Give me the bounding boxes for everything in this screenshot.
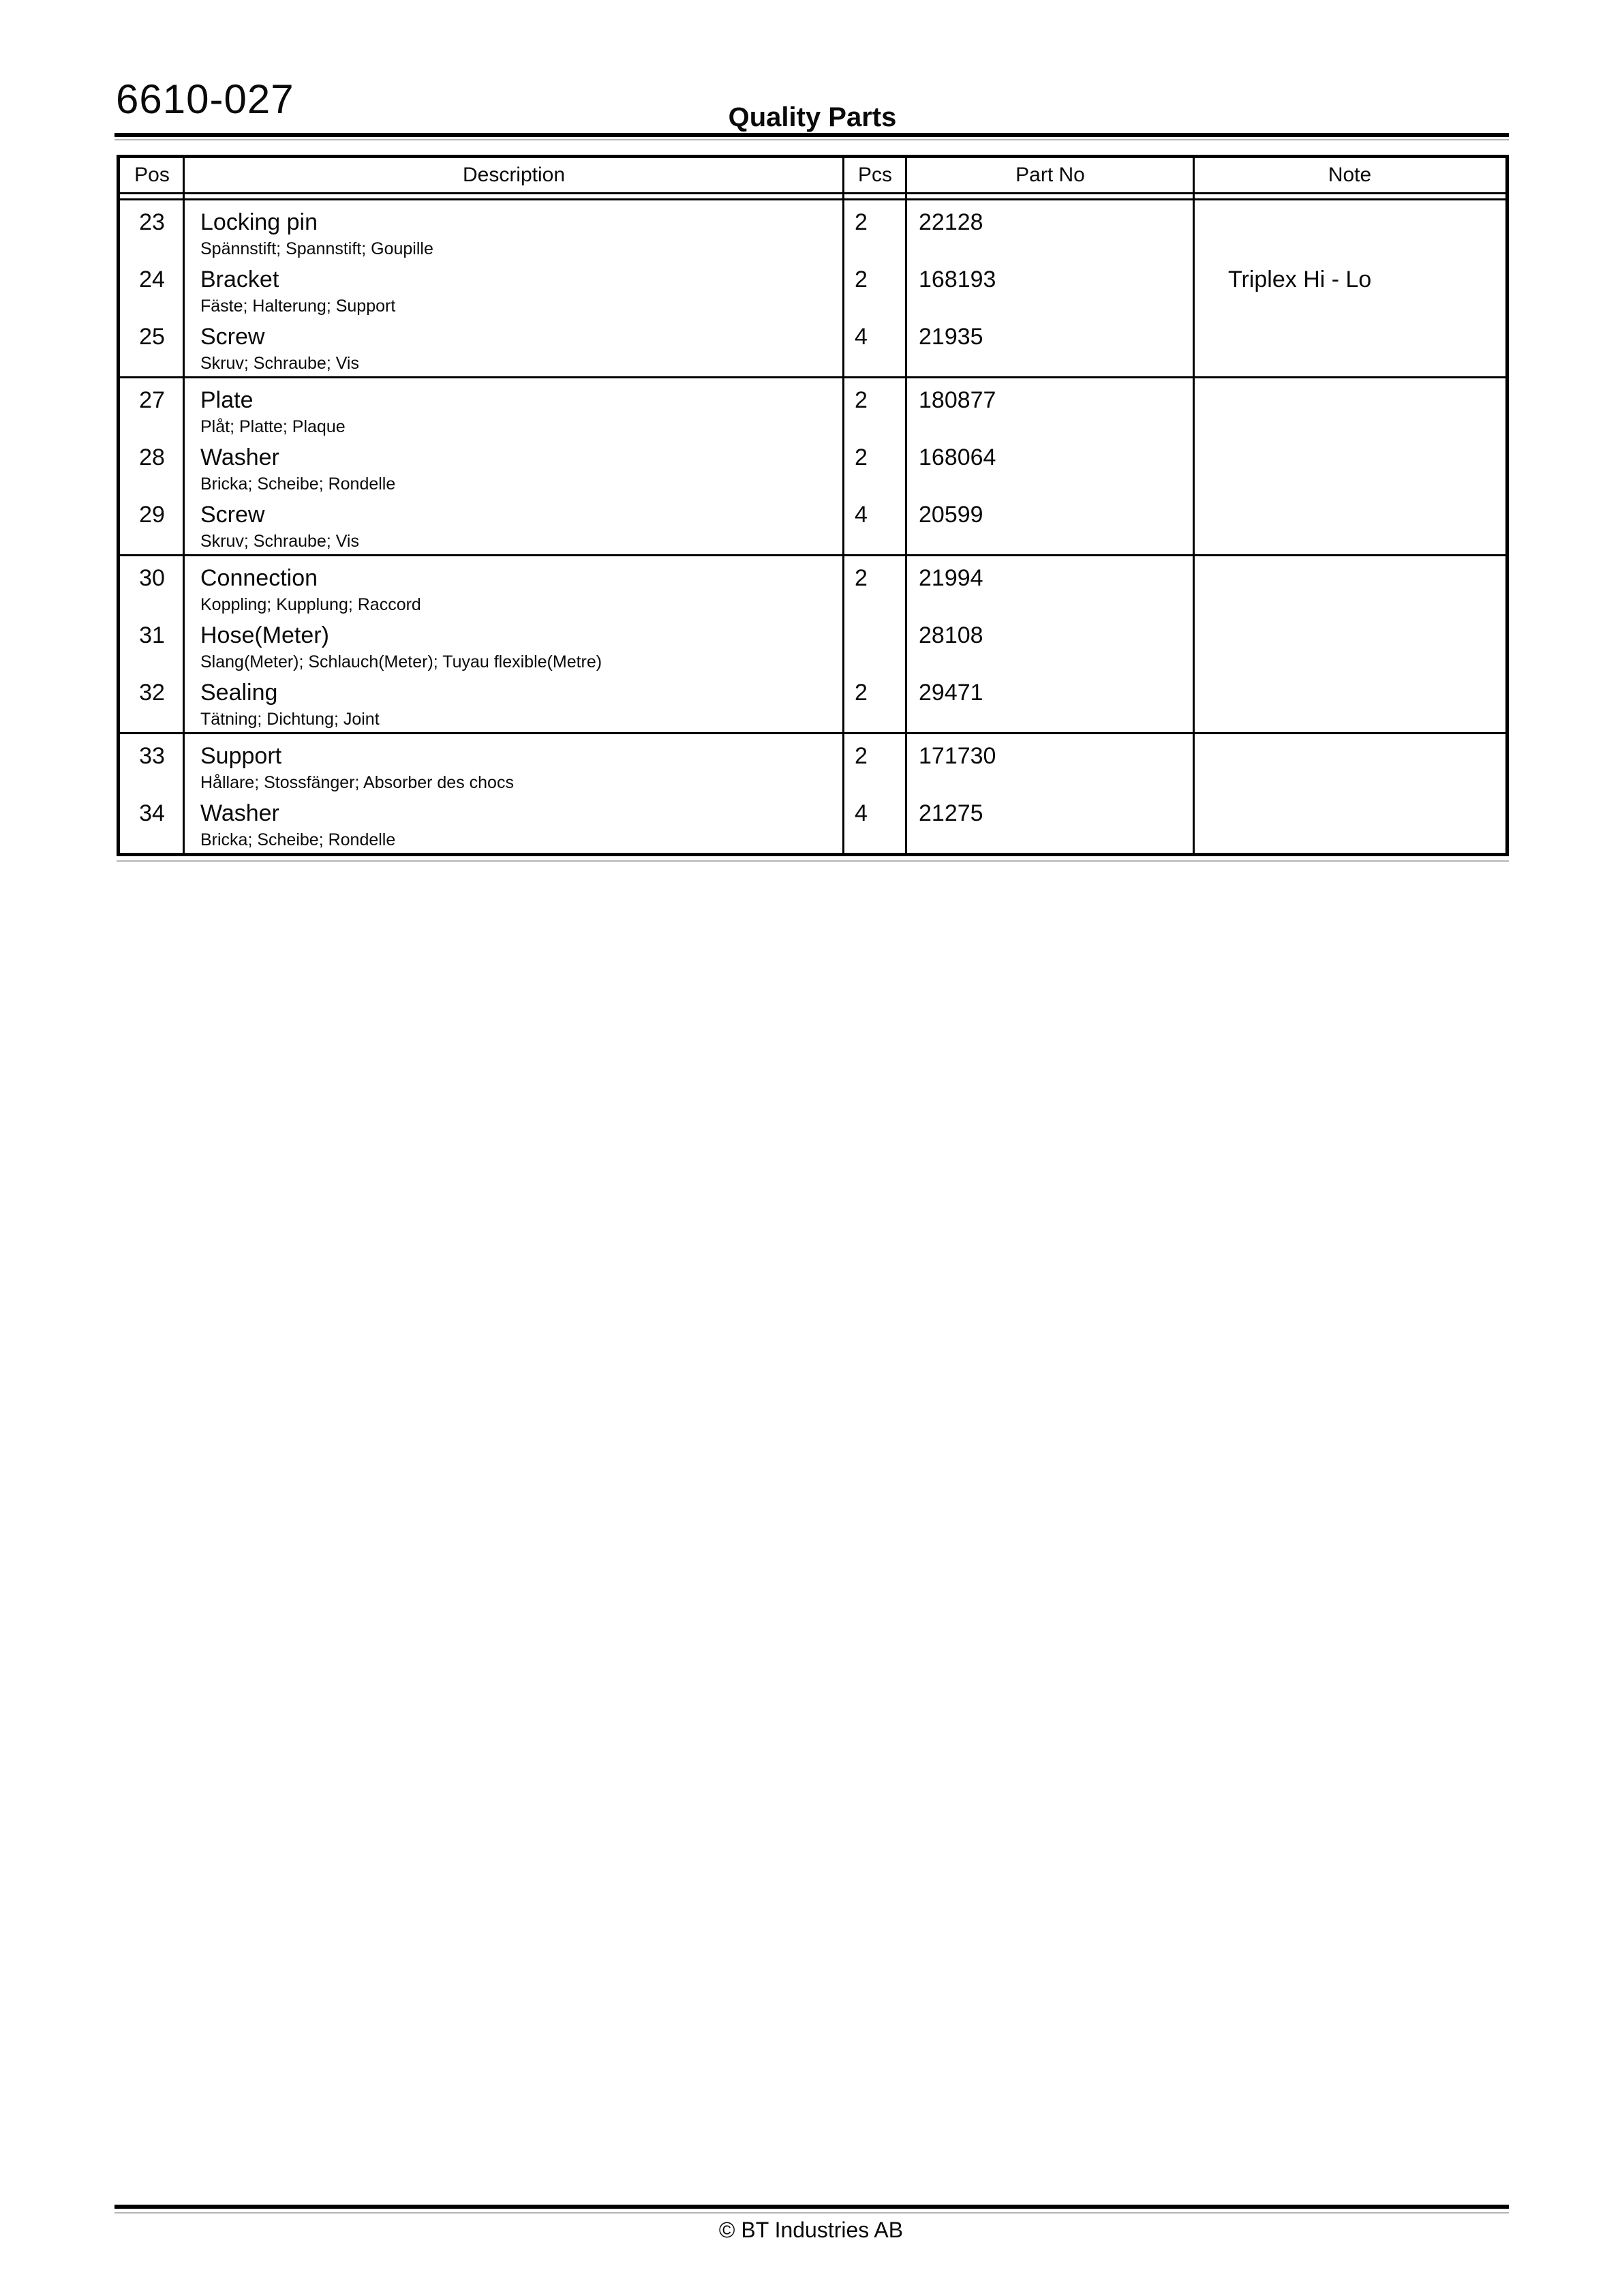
pcs-cell: 2 (855, 565, 868, 591)
col-header-pos: Pos (134, 164, 170, 186)
pcs-cell: 4 (855, 800, 868, 826)
pcs-cell: 2 (855, 209, 868, 235)
col-header-part-no: Part No (1015, 164, 1085, 186)
part-no-cell: 21275 (919, 800, 983, 826)
pos-cell: 28 (139, 444, 165, 470)
pcs-cell: 4 (855, 502, 868, 528)
col-header-pcs: Pcs (857, 164, 892, 186)
part-translation: Skruv; Schraube; Vis (200, 354, 359, 373)
table-row-group (120, 200, 1505, 376)
part-translation: Skruv; Schraube; Vis (200, 532, 359, 551)
part-no-cell: 28108 (919, 622, 983, 648)
part-name: Washer (200, 444, 279, 470)
description-cell (184, 382, 844, 440)
table-bottom-shadow (117, 860, 1509, 862)
description-cell (184, 560, 844, 618)
description-cell (184, 205, 844, 262)
pos-cell: 34 (139, 800, 165, 826)
part-no-cell: 20599 (919, 502, 983, 528)
part-translation: Fäste; Halterung; Support (200, 297, 396, 316)
part-translation: Bricka; Scheibe; Rondelle (200, 830, 396, 849)
column-divider (1193, 158, 1195, 853)
description-cell (184, 675, 844, 732)
table-body (120, 200, 1505, 853)
note-cell (1194, 497, 1505, 554)
table-row-group (120, 554, 1505, 732)
note-cell (1194, 560, 1505, 618)
pcs-cell: 4 (855, 324, 868, 350)
pcs-cell: 2 (855, 267, 868, 292)
table-row-group (120, 732, 1505, 853)
part-translation: Spännstift; Spannstift; Goupille (200, 239, 433, 258)
part-no-cell: 168193 (919, 267, 996, 292)
note-cell (1194, 618, 1505, 675)
description-cell (184, 440, 844, 497)
note-cell (1194, 319, 1505, 376)
note-cell: Triplex Hi - Lo (1228, 267, 1372, 292)
pcs-cell: 2 (855, 743, 868, 769)
column-divider (183, 158, 185, 853)
pcs-cell: 2 (855, 387, 868, 413)
pos-cell: 31 (139, 622, 165, 648)
part-no-cell: 29471 (919, 680, 983, 706)
part-no-cell: 21935 (919, 324, 983, 350)
header-rule-shadow (114, 139, 1509, 140)
column-divider (842, 158, 844, 853)
part-name: Washer (200, 800, 279, 826)
pcs-cell (844, 618, 906, 675)
part-no-cell: 21994 (919, 565, 983, 591)
part-no-cell: 180877 (919, 387, 996, 413)
part-name: Screw (200, 502, 265, 528)
footer-rule (114, 2205, 1509, 2209)
part-name: Connection (200, 565, 318, 591)
part-name: Plate (200, 387, 254, 413)
part-name: Screw (200, 324, 265, 350)
description-cell (184, 497, 844, 554)
description-cell (184, 796, 844, 853)
parts-table (117, 155, 1509, 856)
description-cell (184, 618, 844, 675)
header-rule (114, 133, 1509, 137)
note-cell (1194, 205, 1505, 262)
footer-rule-shadow (114, 2212, 1509, 2214)
pos-cell: 33 (139, 743, 165, 769)
part-translation: Plåt; Platte; Plaque (200, 417, 346, 436)
part-translation: Koppling; Kupplung; Raccord (200, 595, 421, 614)
part-name: Sealing (200, 680, 278, 706)
pos-cell: 32 (139, 680, 165, 706)
pcs-cell: 2 (855, 444, 868, 470)
pos-cell: 25 (139, 324, 165, 350)
page-title: Quality Parts (728, 102, 897, 132)
doc-code: 6610-027 (116, 76, 294, 122)
part-no-cell: 22128 (919, 209, 983, 235)
column-divider (905, 158, 907, 853)
header-double-rule (120, 192, 1505, 200)
part-translation: Slang(Meter); Schlauch(Meter); Tuyau flexible(Metre) (200, 652, 602, 671)
pcs-cell: 2 (855, 680, 868, 706)
col-header-note: Note (1328, 164, 1372, 186)
note-cell (1194, 675, 1505, 732)
note-cell (1194, 440, 1505, 497)
note-cell (1194, 738, 1505, 796)
note-cell (1194, 382, 1505, 440)
pos-cell: 29 (139, 502, 165, 528)
part-name: Support (200, 743, 282, 769)
part-name: Bracket (200, 267, 279, 292)
description-cell (184, 319, 844, 376)
copyright-notice: © BT Industries AB (718, 2218, 904, 2242)
pos-cell: 27 (139, 387, 165, 413)
description-cell (184, 738, 844, 796)
part-no-cell: 171730 (919, 743, 996, 769)
part-name: Locking pin (200, 209, 318, 235)
note-cell (1194, 796, 1505, 853)
table-header-row (120, 158, 1505, 192)
part-translation: Bricka; Scheibe; Rondelle (200, 474, 396, 494)
part-name: Hose(Meter) (200, 622, 329, 648)
col-header-description: Description (462, 164, 566, 186)
pos-cell: 30 (139, 565, 165, 591)
part-translation: Tätning; Dichtung; Joint (200, 710, 380, 729)
description-cell (184, 262, 844, 319)
part-no-cell: 168064 (919, 444, 996, 470)
pos-cell: 23 (139, 209, 165, 235)
table-row-group (120, 376, 1505, 554)
pos-cell: 24 (139, 267, 165, 292)
part-translation: Hållare; Stossfänger; Absorber des chocs (200, 773, 514, 792)
